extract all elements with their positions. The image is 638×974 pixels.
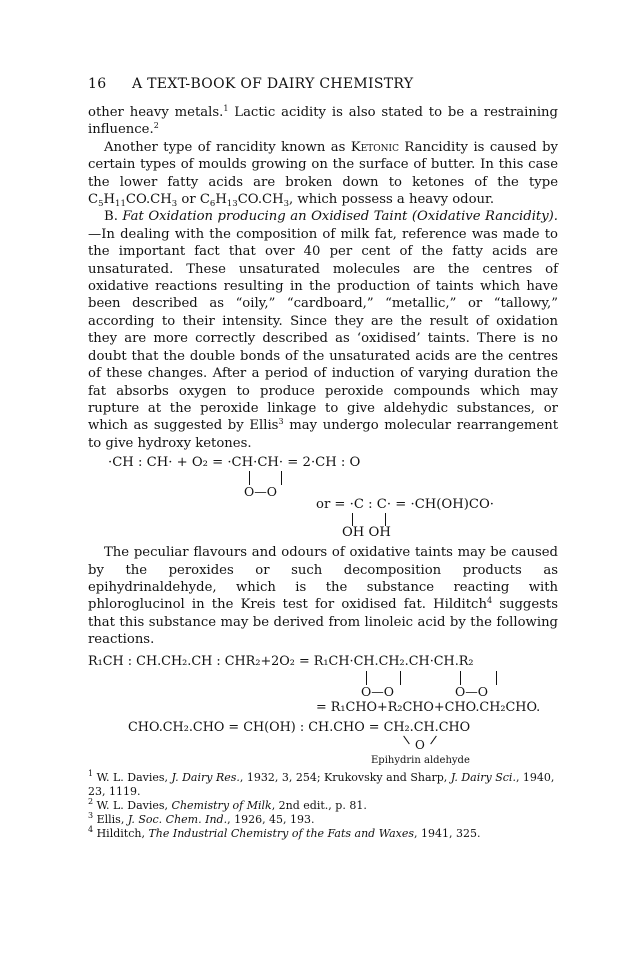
- formula-oxidation-line2: or = ·C : C· = ·CH(OH)CO·: [316, 497, 494, 513]
- footnote-2: $^2$ W. L. Davies, Chemistry of Milk, 2nd edit., p. 81.: [88, 796, 367, 812]
- footnote-ref-1[interactable]: 1: [223, 104, 229, 113]
- footnote-ref-2[interactable]: 2: [153, 121, 159, 131]
- book-page: [88, 76, 558, 841]
- paragraph-fat-oxidation: B. Fat Oxidation producing an Oxidised Taint (Oxidative Rancidity).—In dealing with the composition of milk fat, reference was made to the important fact that over 40 per cent of the fatty acids are unsaturated. These unsaturated molecules are the centres of oxidative reactions resulting in the production of taints which have been described as “oily,” “cardboard,” “metallic,” or “tallowy,” according to their intensity. Since they are the result of oxidation they are more correctly described as ‘oxidised’ taints. There is no doubt that the double bonds of the unsaturated acids are the centres of these changes. After a period of induction of varying duration the fat absorbs oxygen to produce peroxide compounds which may rupture at the peroxide linkage to give aldehydic substances, or which as suggested by Ellis$^3$ may undergo molecular rearrangement to give hydroxy ketones.: [88, 209, 558, 451]
- formula-linoleic: [88, 649, 558, 766]
- peroxide-ring: O—O: [244, 484, 277, 500]
- formula-oxidation-line1: ·CH : CH· + O₂ = ·CH·CH· = 2·CH : O: [108, 455, 361, 471]
- section-heading-fat-oxidation: Fat Oxidation producing an Oxidised Taint (Oxidative Rancidity).: [122, 209, 558, 225]
- paragraph-continued: other heavy metals.$^1$ Lactic acidity is also stated to be a restraining influence.$^2$: [88, 104, 558, 138]
- paragraph-ketonic-rancidity: Another type of rancidity known as Ketonic Rancidity is caused by certain types of moulds growing on the surface of butter. In this case the lower fatty acids are broken down to ketones of the type $C_5H_{11}CO.CH_3$ or $C_6H_{13}CO.CH_3$, which possess a heavy odour.: [88, 139, 558, 210]
- footnotes: [88, 768, 558, 841]
- formula-oxidation: [88, 452, 558, 544]
- running-title: A TEXT-BOOK OF DAIRY CHEMISTRY: [132, 76, 414, 92]
- peroxide-ring-b: O—O: [455, 683, 488, 699]
- hydroxy-groups: OH OH: [342, 525, 391, 541]
- formula-linoleic-line1: R₁CH : CH.CH₂.CH : CHR₂+2O₂ = R₁CH·CH.CH₂.CH·CH.R₂: [88, 653, 474, 669]
- footnote-4: $^4$ Hilditch, The Industrial Chemistry of the Fats and Waxes, 1941, 325.: [88, 824, 481, 840]
- epoxide-oxygen: O: [415, 737, 425, 752]
- footnote-ref-3[interactable]: 3: [278, 417, 284, 427]
- epihydrin-caption: Epihydrin aldehyde: [371, 754, 470, 766]
- page-number: 16: [88, 76, 107, 92]
- paragraph-flavours: The peculiar flavours and odours of oxidative taints may be caused by the peroxides or such decomposition products as epihydrinaldehyde, which is the substance reacting with phloroglucinol in the Kreis test for oxidised fat. Hilditch$^4$ suggests that this substance may be derived from linoleic acid by the following reactions.: [88, 545, 558, 648]
- formula-linoleic-line3: CHO.CH₂.CHO = CH(OH) : CH.CHO = CH₂.CH.CHO: [128, 719, 471, 735]
- formula-linoleic-line2: = R₁CHO+R₂CHO+CHO.CH₂CHO.: [316, 699, 541, 715]
- footnote-ref-4[interactable]: 4: [486, 596, 493, 606]
- peroxide-ring-a: O—O: [361, 683, 394, 699]
- footnote-3: $^3$ Ellis, J. Soc. Chem. Ind., 1926, 45, 193.: [88, 810, 315, 826]
- page-header: [88, 76, 558, 92]
- footnote-1: $^1$ W. L. Davies, J. Dairy Res., 1932, 3, 254; Krukovsky and Sharp, J. Dairy Sci., 1940, 23, 1119.: [88, 768, 555, 798]
